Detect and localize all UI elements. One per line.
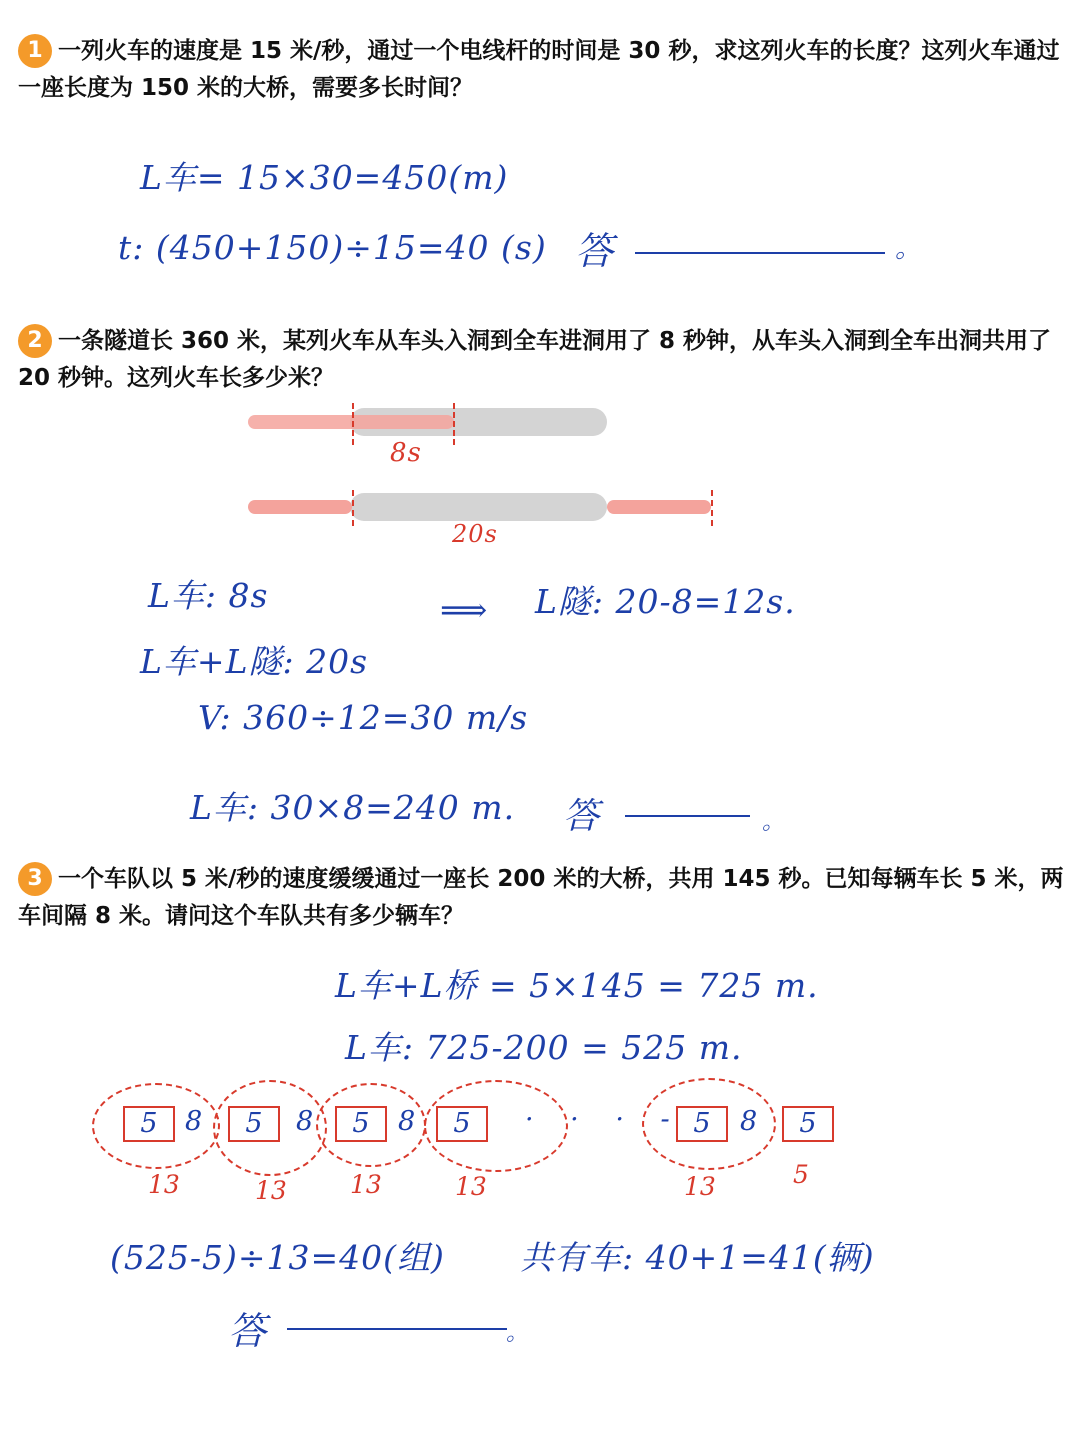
gap-value: 8 <box>398 1106 416 1137</box>
question-2-text: 一条隧道长 360 米，某列火车从车头入洞到全车进洞用了 8 秒钟，从车头入洞到全车出洞共用了 20 秒钟。这列火车长多少米？ <box>18 328 1052 391</box>
q1-solution-line1: L车= 15×30=450(m) <box>140 158 509 197</box>
question-number-badge: 3 <box>18 862 52 896</box>
q3-solution-line3: (525-5)÷13=40(组) <box>110 1238 445 1277</box>
q2-answer-label: 答 <box>563 796 601 837</box>
car-box: 5 <box>228 1106 280 1142</box>
car-box: 5 <box>123 1106 175 1142</box>
question-3-text: 一个车队以 5 米/秒的速度缓缓通过一座长 200 米的大桥，共用 145 秒。已知每辆车长 5 米，两车间隔 8 米。请问这个车队共有多少辆车？ <box>18 866 1064 929</box>
question-number-badge: 1 <box>18 34 52 68</box>
train-bar-exit <box>607 500 711 514</box>
q1-answer-blank <box>635 252 885 254</box>
car-box: 5 <box>436 1106 488 1142</box>
tunnel-bar-bottom <box>350 493 607 521</box>
q1-answer-label: 答 <box>575 229 615 273</box>
group-label: 13 <box>255 1176 287 1205</box>
car-box: 5 <box>335 1106 387 1142</box>
q3-solution-line2: L车: 725-200 = 525 m. <box>345 1028 743 1067</box>
q2-solution-line1: L车: 8s <box>148 576 269 615</box>
q2-solution-line1b: L隧: 20-8=12s. <box>535 582 796 621</box>
q3-answer-blank <box>287 1328 507 1330</box>
q2-answer-blank <box>625 815 750 817</box>
q2-implies-arrow: ⟹ <box>440 590 489 629</box>
q2-solution-line4: L车: 30×8=240 m. <box>190 788 516 827</box>
car-box-last: 5 <box>782 1106 834 1142</box>
marker-line <box>352 403 354 445</box>
train-bar-entry <box>248 500 352 514</box>
q1-solution-line2: t: (450+150)÷15=40 (s) <box>118 228 547 267</box>
marker-line <box>453 403 455 445</box>
group-label: 13 <box>455 1172 487 1201</box>
q2-solution-line2: L车+L隧: 20s <box>140 642 369 681</box>
last-car-label: 5 <box>793 1160 809 1189</box>
car-box: 5 <box>676 1106 728 1142</box>
q3-answer-period: 。 <box>506 1321 530 1346</box>
marker-line <box>711 490 713 526</box>
marker-line <box>352 490 354 526</box>
q1-answer-period: 。 <box>895 234 923 264</box>
question-1 <box>18 33 1068 107</box>
group-label: 13 <box>350 1170 382 1199</box>
group-label: 13 <box>684 1172 716 1201</box>
diagram-label-20s: 20s <box>452 520 498 548</box>
gap-value: 8 <box>740 1106 758 1137</box>
q3-solution-line1: L车+L桥 = 5×145 = 725 m. <box>335 966 819 1005</box>
q3-answer-label: 答 <box>228 1309 268 1353</box>
gap-value: 8 <box>296 1106 314 1137</box>
question-number-badge: 2 <box>18 324 52 358</box>
train-bar-top <box>248 415 454 429</box>
group-label: 13 <box>148 1170 180 1199</box>
diagram-label-8s: 8s <box>390 438 422 468</box>
ellipsis: · · · - <box>525 1104 684 1135</box>
question-2 <box>18 323 1068 397</box>
question-3 <box>18 861 1068 935</box>
gap-value: 8 <box>185 1106 203 1137</box>
q2-solution-line3: V: 360÷12=30 m/s <box>198 698 529 737</box>
q3-solution-line3b: 共有车: 40+1=41(辆) <box>520 1238 875 1277</box>
q2-answer-period: 。 <box>762 810 786 835</box>
question-1-text: 一列火车的速度是 15 米/秒，通过一个电线杆的时间是 30 秒，求这列火车的长度？这列火车通过一座长度为 150 米的大桥，需要多长时间？ <box>18 38 1060 101</box>
